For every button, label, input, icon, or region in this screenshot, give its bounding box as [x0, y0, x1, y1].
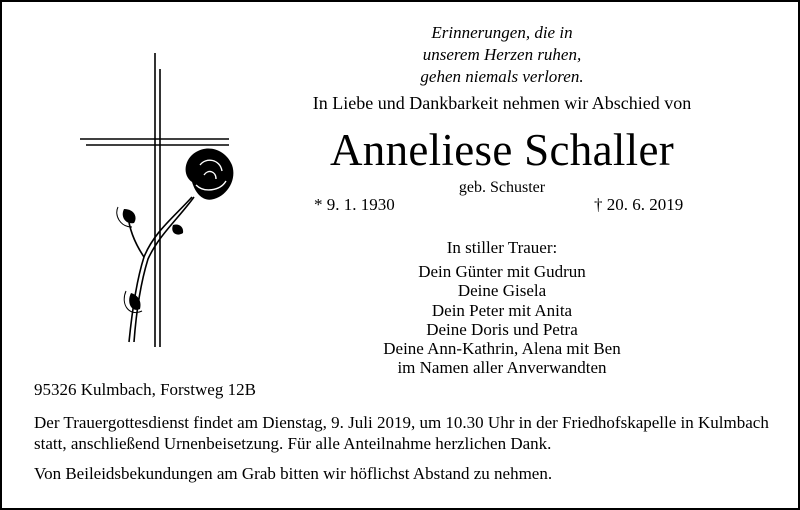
- service-notice: Der Trauergottesdienst findet am Dienstag, 9. Juli 2019, um 10.30 Uhr in der Friedhofskapelle in Kulmbach statt, anschließend Urnenbeisetzung. Für alle Anteilnahme herzlichen Dank.: [34, 413, 769, 453]
- condolence-request: Von Beileidsbekundungen am Grab bitten wir höflichst Abstand zu nehmen.: [34, 464, 553, 483]
- list-item: im Namen aller Anverwandten: [397, 358, 607, 378]
- farewell-intro: In Liebe und Dankbarkeit nehmen wir Abschied von: [312, 93, 692, 113]
- mourners-list: [252, 262, 752, 378]
- family-address: 95326 Kulmbach, Forstweg 12B: [34, 380, 256, 399]
- memorial-quote-line-1: Erinnerungen, die in: [431, 23, 573, 42]
- list-item: Dein Peter mit Anita: [431, 300, 573, 320]
- list-item: Deine Doris und Petra: [426, 319, 578, 339]
- mourning-heading: In stiller Trauer:: [446, 238, 558, 257]
- deceased-name: Anneliese Schaller: [329, 125, 675, 175]
- memorial-quote-line-2: unserem Herzen ruhen,: [422, 45, 582, 64]
- list-item: Dein Günter mit Gudrun: [418, 262, 586, 281]
- cross-with-rose-icon: [74, 47, 249, 347]
- list-item: Deine Ann-Kathrin, Alena mit Ben: [383, 339, 621, 359]
- memorial-quote-line-3: gehen niemals verloren.: [420, 67, 584, 86]
- list-item: Deine Gisela: [457, 281, 547, 301]
- maiden-name: geb. Schuster: [458, 179, 546, 196]
- death-date: † 20. 6. 2019: [594, 195, 684, 214]
- birth-date: * 9. 1. 1930: [314, 195, 395, 214]
